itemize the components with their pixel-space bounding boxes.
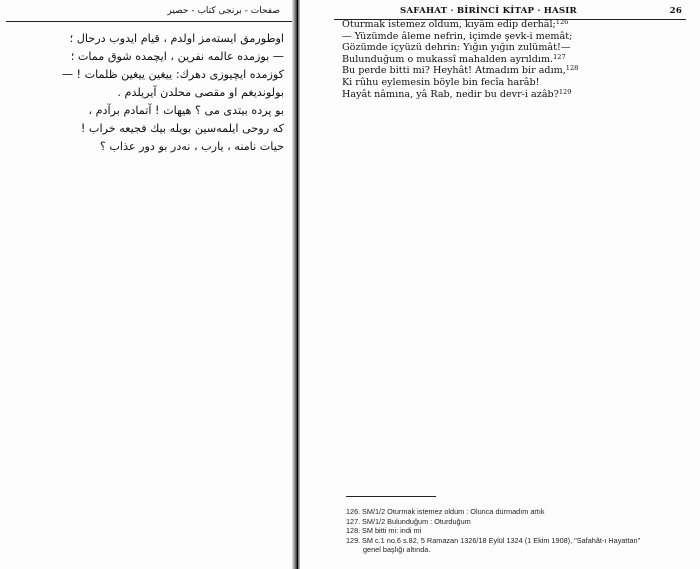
verse-line: Oturmak istemez oldum, kıyâm edip derhâl;$^{126}$ bbox=[342, 18, 569, 30]
page-number: 26 bbox=[669, 6, 682, 16]
left-verse-line: اوطورمق ايسته‌مز اولدم ، قيام ايدوب درحال ؛ bbox=[69, 32, 284, 45]
verse-line: Gözümde içyüzü dehrin: Yığın yığın zulümât!— bbox=[342, 42, 571, 54]
footnote-ref: 129 bbox=[558, 87, 572, 96]
left-verse-line: كوزمده ايچيوزى دهرك: ييغين ييغين ظلمات ! — bbox=[61, 68, 284, 81]
footnotes bbox=[346, 507, 691, 555]
verse-line: Bu perde bitti mi? Heyhât! Atmadım bir adım,$^{128}$ bbox=[342, 64, 579, 77]
left-running-header: صفحات - برنجى كتاب - حصير bbox=[167, 6, 280, 16]
footnote-ref: 126 bbox=[555, 18, 569, 26]
footnote-continuation: genel başlığı altında. bbox=[363, 545, 431, 555]
right-running-header bbox=[300, 6, 700, 20]
left-page bbox=[0, 0, 294, 569]
left-verse-line: — بوزمده عالمه نفرين ، ايچمده شوق ممات ؛ bbox=[70, 50, 284, 63]
left-header-rule bbox=[6, 21, 292, 22]
left-verse-line: بولونديغم او مقصى محلدن آيريلدم . bbox=[117, 86, 284, 99]
left-verse-block bbox=[14, 30, 284, 156]
verse-line: Hayât nâmına, yâ Rab, nedir bu devr-i azâb?$^{129}$ bbox=[342, 87, 572, 100]
verse-line: Bulunduğum o mukassî mahalden ayrıldım.$^{127}$ bbox=[342, 52, 566, 65]
left-verse-line: حيات نامنه ، يارب ، نه‌در بو دور عذاب ؟ bbox=[99, 140, 284, 153]
footnote: 128. SM bitti mi: indi mi bbox=[346, 526, 422, 536]
footnote-rule bbox=[346, 496, 436, 497]
verse-line: Ki rûhu eylemesin böyle bin fecîa harâb! bbox=[342, 76, 540, 88]
right-page bbox=[300, 0, 700, 569]
footnote-ref: 127 bbox=[553, 52, 566, 61]
gutter-line bbox=[297, 0, 298, 569]
left-verse-line: بو پرده بيتدى مى ؟ هيهات ! آتمادم برآدم ، bbox=[88, 104, 284, 117]
footnote-ref: 128 bbox=[565, 64, 579, 73]
footnote: 129. SM c.1 no.6 s.82, 5 Ramazan 1326/18 Eylül 1324 (1 Ekim 1908), "Safahât-ı Hayattan" bbox=[346, 535, 641, 545]
left-verse-line: كه روحى ايلمه‌سين بويله بيك فجيعه خراب ! bbox=[80, 122, 284, 135]
header-title: SAFAHAT · BİRİNCİ KİTAP · HASIR bbox=[400, 6, 577, 16]
footnote: 127. SM/1/2 Bulunduğum : Oturduğum bbox=[346, 516, 471, 526]
right-verse-block bbox=[342, 19, 682, 100]
verse-line: — Yüzümde âleme nefrin, içimde şevk-i memât; bbox=[342, 30, 573, 42]
footnote: 126. SM/1/2 Oturmak istemez oldum : Olunca durmadım artık bbox=[346, 507, 545, 516]
